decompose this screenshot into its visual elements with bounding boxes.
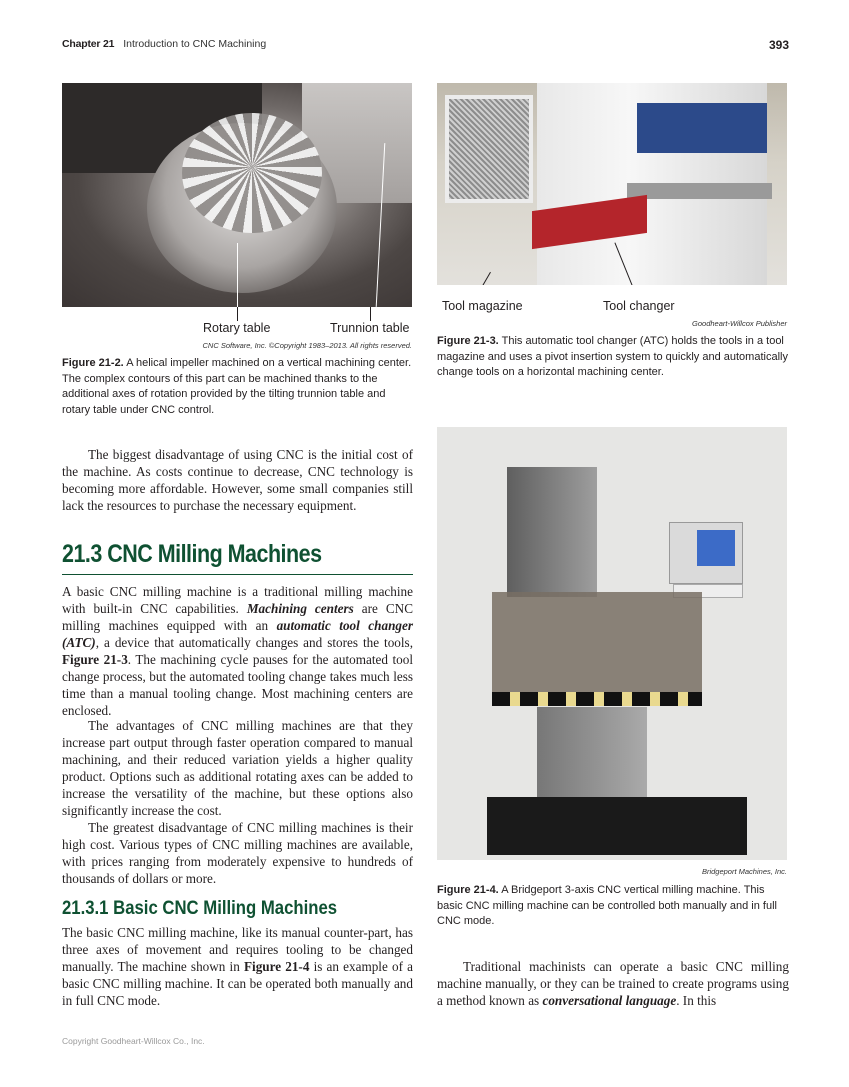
paragraph-disadvantage: The greatest disadvantage of CNC milling machines is their high cost. Various types of CNC milling machines are available, with prices ranging from moderately expensive to hundreds of thousands of dollars or more. <box>62 820 413 886</box>
subsection-number: 21.3.1 <box>62 898 109 919</box>
figure-21-3-credit: Goodheart-Willcox Publisher <box>692 319 787 328</box>
paragraph-advantages: The advantages of CNC milling machines are that they increase part output through faster operation compared to manual machining, and their reduced variation yields a higher quality product. Options such as additional rotating axes can be added to increase the versatility of the machine, but these options also significantly increase the cost. <box>62 718 413 818</box>
subsection-title: Basic CNC Milling Machines <box>113 898 338 919</box>
label-trunnion-table: Trunnion table <box>330 321 410 335</box>
running-header <box>62 38 789 54</box>
figure-21-2-credit: CNC Software, Inc. ©Copyright 1983–2013. All rights reserved. <box>202 341 412 350</box>
figure-21-4-caption <box>437 883 789 930</box>
impeller-shape <box>182 113 322 233</box>
cnc-screen <box>697 530 735 566</box>
figure-21-2-photo <box>62 83 412 307</box>
mill-table <box>492 692 702 706</box>
paragraph-basic: The basic CNC milling machine, like its manual counter-part, has three axes of movement and requires tooling to be changed manually. The machine shown in Figure 21-4 is an example of a basic CNC milling machine. It can be operated both manually and in full CNC mode. <box>62 925 413 1008</box>
figure-21-3-caption <box>437 334 789 381</box>
label-rotary-table: Rotary table <box>203 321 271 335</box>
figure-ref-21-4: Figure 21-4 <box>243 959 310 974</box>
figure-21-4-credit: Bridgeport Machines, Inc. <box>701 867 787 876</box>
caption-label: Figure 21-2. <box>62 357 124 369</box>
trunnion-table-leader <box>370 307 371 321</box>
section-title: CNC Milling Machines <box>107 540 322 568</box>
rotary-table-leader <box>237 307 238 321</box>
figure-21-2-caption <box>62 356 414 418</box>
figure-21-3-photo <box>437 83 787 285</box>
mill-head <box>507 467 597 597</box>
caption-label: Figure 21-4. <box>437 884 499 896</box>
term-machining-centers: Machining centers <box>246 601 354 616</box>
term-conversational-language: conversational language <box>542 993 677 1008</box>
caption-text: A Bridgeport 3-axis CNC vertical milling machine. This basic CNC milling machine can be controlled both manually and in full CNC mode. <box>437 884 777 927</box>
machine-blue-panel <box>637 103 767 153</box>
label-tool-magazine: Tool magazine <box>442 299 523 313</box>
paragraph-cost: The biggest disadvantage of using CNC is the initial cost of the machine. As costs continue to decrease, CNC technology is becoming more affordable. However, some small companies still lack the resources to purchase the necessary equipment. <box>62 447 413 513</box>
tool-magazine-pointer <box>482 272 491 285</box>
coolant-pan <box>487 797 747 855</box>
copyright-footer: Copyright Goodheart-Willcox Co., Inc. <box>62 1036 205 1046</box>
rotary-table-pointer <box>237 243 238 307</box>
page-number: 393 <box>768 38 789 52</box>
caption-label: Figure 21-3. <box>437 335 499 347</box>
paragraph-traditional: Traditional machinists can operate a basic CNC milling machine manually, or they can be trained to create programs using a method known as conversational language. In this <box>437 959 789 1008</box>
tool-changer-rail <box>627 183 772 199</box>
chip-guard <box>492 592 702 702</box>
chapter-number: Chapter 21 <box>62 38 115 50</box>
caption-text: This automatic tool changer (ATC) holds the tools in a tool magazine and uses a pivot insertion system to quickly and automatically change tools on a horizontal machining center. <box>437 335 788 378</box>
mesh-guard <box>445 95 533 203</box>
section-rule <box>62 574 413 575</box>
paragraph-intro: A basic CNC milling machine is a traditional milling machine with built-in CNC capabilities. Machining centers are CNC milling machines equipped with an automatic tool changer (ATC), a device that automatically changes and stores the tools, Figure 21-3. The machining cycle pauses for the automated tool change process, but the automated tooling change takes much less time than a manual tooling change. Most machining centers are enclosed. <box>62 584 413 718</box>
figure-21-4-photo <box>437 427 787 860</box>
caption-text: A helical impeller machined on a vertical machining center. The complex contours of this part can be machined thanks to the additional axes of rotation provided by the tilting trunnion table and rotary table under CNC control. <box>62 357 412 416</box>
chapter-title: Introduction to CNC Machining <box>123 38 267 50</box>
term-atc: automatic tool changer (ATC) <box>62 618 413 650</box>
figure-ref-21-3: Figure 21-3 <box>62 652 128 667</box>
section-heading-21-3 <box>62 540 322 569</box>
subsection-heading-21-3-1 <box>62 898 337 920</box>
section-number: 21.3 <box>62 540 102 568</box>
label-tool-changer: Tool changer <box>603 299 675 313</box>
